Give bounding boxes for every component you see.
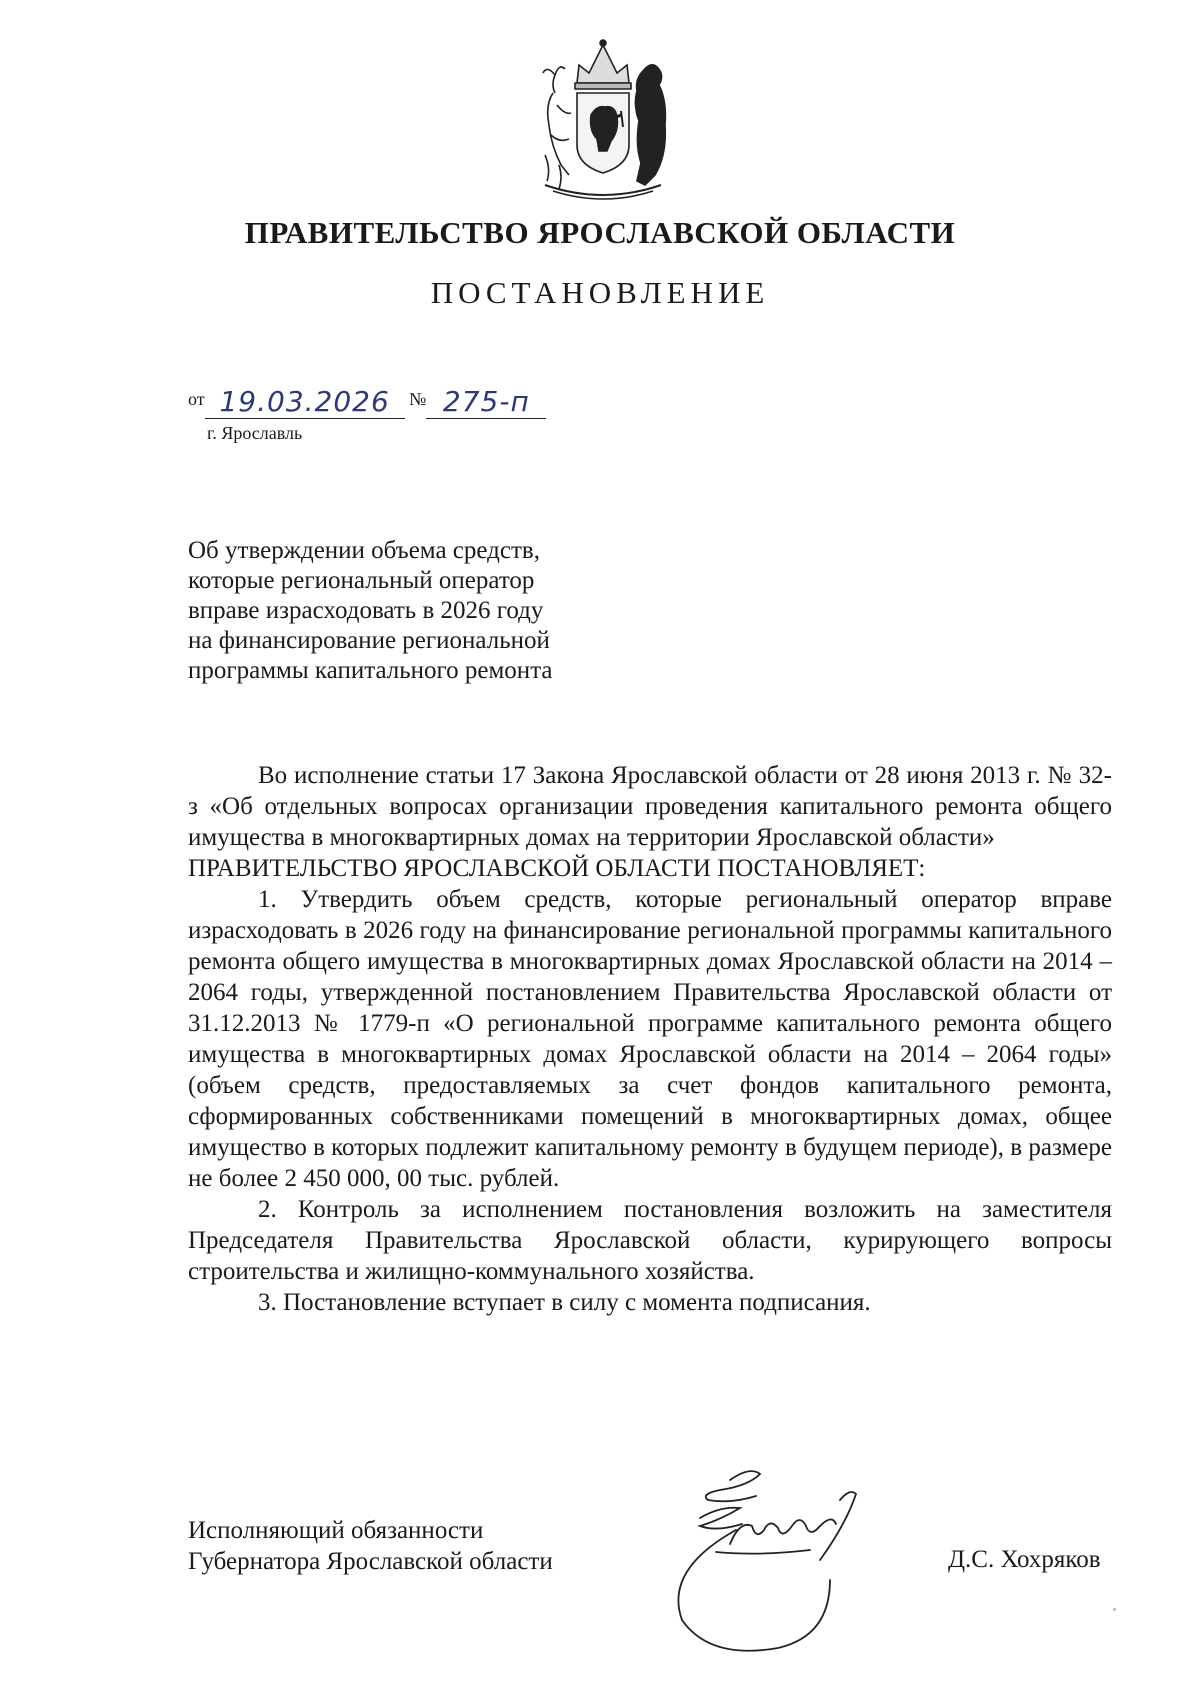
item-paragraph: 2. Контроль за исполнением постановления возложить на заместителя Председателя Правительства Ярославской области, курирующего вопросы строительства и жилищно-коммунального хозяйства. [188, 1196, 1112, 1285]
document-city: г. Ярославль [207, 423, 303, 443]
document-body [188, 760, 1112, 1318]
signatory-position [188, 1515, 553, 1577]
document-type: ПОСТАНОВЛЕНИЕ [430, 275, 770, 310]
document-subject [188, 536, 648, 686]
item-paragraph: 3. Постановление вступает в силу с момента подписания. [258, 1289, 871, 1316]
number-label: № [409, 389, 427, 409]
preamble-paragraph: Во исполнение статьи 17 Закона Ярославской области от 28 июня 2013 г. № 32-з «Об отдельных вопросах организации проведения капитального ремонта общего имущества в многоквартирных домах на территории Ярославской области» [188, 762, 1112, 851]
document-date-value: 19.03.2026 [219, 385, 390, 418]
position-line: Исполняющий обязанности [188, 1517, 484, 1544]
government-title: ПРАВИТЕЛЬСТВО ЯРОСЛАВСКОЙ ОБЛАСТИ [244, 215, 956, 250]
signatory-name: Д.С. Хохряков [948, 1546, 1101, 1573]
document-number [426, 385, 546, 419]
scan-speck [1113, 1608, 1116, 1611]
from-label: от [188, 389, 205, 409]
yaroslavl-coat-of-arms-icon [525, 35, 680, 205]
subject-line: вправе израсходовать в 2026 году [188, 597, 544, 624]
subject-line: которые региональный оператор [188, 567, 535, 594]
item-paragraph: 1. Утвердить объем средств, которые региональный оператор вправе израсходовать в 2026 году на финансирование региональной программы капитального ремонта общего имущества в многоквартирных домах Ярославской области на 2014 – 2064 годы, утвержденной постановлением Правительства Ярославской области от 31.12.2013 № 1779-п «О региональной программе капитального ремонта общего имущества в многоквартирных домах Ярославской области на 2014 – 2064 годы» (объем средств, предоставляемых за счет фондов капитального ремонта, сформированных собственниками помещений в многоквартирных домах, общее имущество в которых подлежит капитальному ремонту в будущем периоде), в размере не более 2 450 000, 00 тыс. рублей. [188, 886, 1112, 1192]
document-date [205, 385, 405, 419]
date-number-line [188, 383, 546, 418]
subject-line: на финансирование региональной [188, 627, 550, 654]
document-number-value: 275-п [442, 385, 530, 418]
resolves-heading: ПРАВИТЕЛЬСТВО ЯРОСЛАВСКОЙ ОБЛАСТИ ПОСТАНОВЛЯЕТ: [188, 855, 926, 882]
handwritten-signature-icon [660, 1460, 920, 1660]
subject-line: программы капитального ремонта [188, 657, 553, 684]
subject-line: Об утверждении объема средств, [188, 537, 540, 564]
position-line: Губернатора Ярославской области [188, 1548, 553, 1575]
